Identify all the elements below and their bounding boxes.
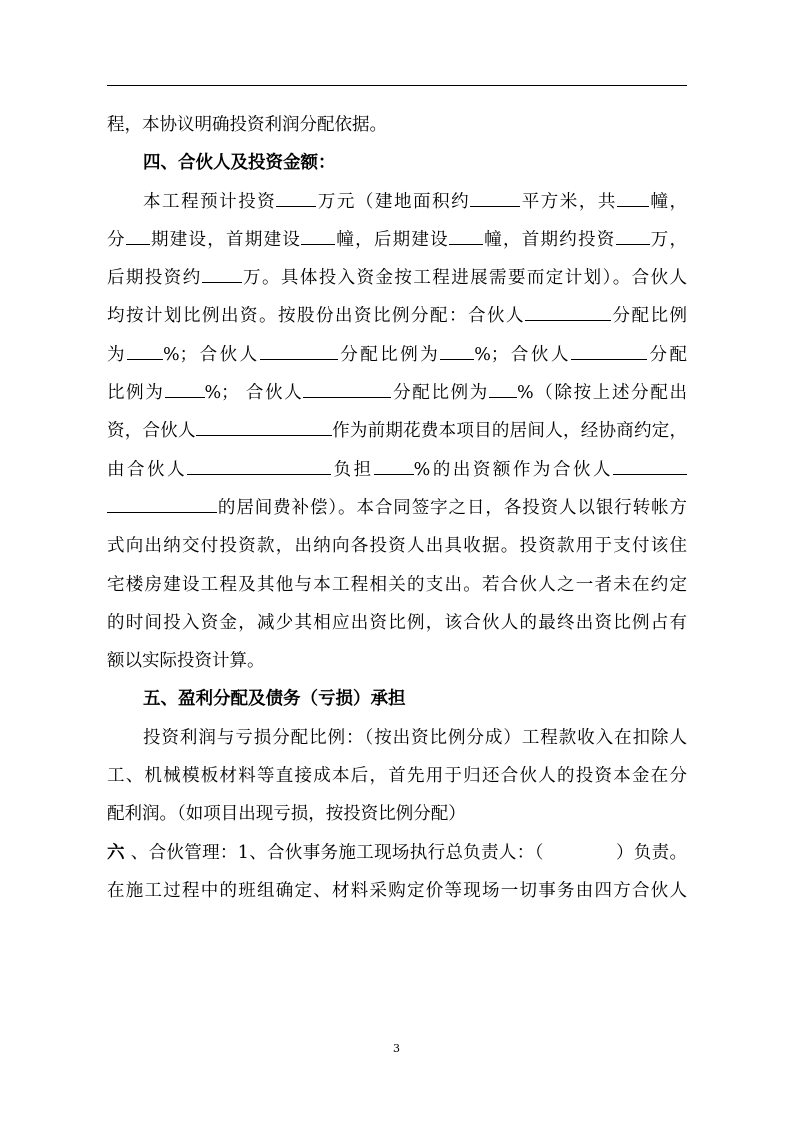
text-run: 的居间费补偿）。本合同签字之日，各投资人以银行转帐方	[217, 497, 687, 518]
body-line	[107, 221, 687, 259]
body-line	[107, 336, 687, 374]
text-run: 幢，首期约投资	[482, 229, 616, 250]
fill-blank	[571, 340, 647, 359]
body-line	[107, 451, 687, 489]
text-run: 万元（建地面积约	[316, 191, 471, 212]
fill-blank	[127, 340, 163, 359]
fill-blank	[617, 187, 649, 206]
body-line	[107, 834, 687, 872]
text-run: 宅楼房建设工程及其他与本工程相关的支出。若合伙人之一者未在约定	[107, 574, 687, 595]
fill-blank	[165, 379, 205, 398]
body-line	[107, 642, 687, 680]
text-run: 后期投资约	[107, 268, 202, 289]
fill-blank	[126, 226, 150, 245]
text-run: 比例为	[107, 383, 165, 404]
text-run: 在施工过程中的班组确定、材料采购定价等现场一切事务由四方合伙人	[107, 880, 687, 901]
fill-blank	[525, 302, 611, 321]
fill-blank	[202, 264, 242, 283]
fill-blank	[616, 226, 650, 245]
body-line	[107, 872, 687, 910]
text-run: 式向出纳交付投资款，出纳向各投资人出具收据。投资款用于支付该住	[107, 536, 687, 557]
text-run: 万。具体投入资金按工程进展需要而定计划）。合伙人	[241, 268, 687, 289]
text-run: 本工程预计投资	[143, 191, 277, 212]
text-run: 资，合伙人	[107, 421, 196, 442]
body-line	[107, 259, 687, 297]
body-line	[107, 297, 687, 335]
text-run: 分	[107, 229, 126, 250]
text-run: 幢，	[648, 191, 687, 212]
text-run: 分配比例为	[337, 344, 441, 365]
fill-blank	[449, 226, 483, 245]
text-run: 期建设，首期建设	[149, 229, 302, 250]
section-heading	[107, 680, 687, 718]
text-run: %； 合伙人	[204, 383, 304, 404]
fill-blank	[613, 455, 687, 474]
text-run: %；合伙人	[474, 344, 571, 365]
text-run: ）负责。	[615, 842, 687, 863]
text-run: 程，本协议明确投资利润分配依据。	[107, 115, 387, 135]
text-run: 、合伙管理：1、合伙事务施工现场执行总负责人：（	[124, 842, 544, 863]
body-line	[107, 183, 687, 221]
fill-blank	[276, 187, 316, 206]
body-line	[107, 489, 687, 527]
text-run: 投资利润与亏损分配比例：（按出资比例分成）工程款收入在扣除人	[143, 727, 687, 748]
fill-blank	[303, 379, 391, 398]
fill-blank	[196, 417, 332, 436]
fill-blank	[374, 455, 414, 474]
text-run: %的出资额作为合伙人	[413, 459, 614, 480]
body-line	[107, 412, 687, 450]
body-line	[107, 566, 687, 604]
document-body	[107, 106, 687, 910]
page-number: 3	[393, 1042, 400, 1055]
text-run: 均按计划比例出资。按股份出资比例分配：合伙人	[107, 306, 525, 327]
section-title: 五、盈利分配及债务（亏损）承担	[143, 689, 406, 710]
fill-blank	[301, 226, 335, 245]
fill-blank	[440, 340, 474, 359]
text-run: 分配	[646, 344, 687, 365]
text-run: 分配比例为	[391, 383, 489, 404]
body-line	[107, 604, 687, 642]
section-heading	[107, 144, 687, 182]
text-run: 分配比例	[611, 306, 687, 327]
section-title: 四、合伙人及投资金额：	[143, 153, 336, 174]
body-line	[107, 374, 687, 412]
fill-blank	[107, 494, 217, 513]
text-run: 幢，后期建设	[335, 229, 449, 250]
text-run: 万，	[649, 229, 687, 250]
text-run: 负担	[331, 459, 374, 480]
text-run: 的时间投入资金，减少其相应出资比例，该合伙人的最终出资比例占有	[107, 612, 687, 633]
body-line	[107, 757, 687, 795]
body-line	[107, 719, 687, 757]
fill-blank	[260, 340, 338, 359]
body-line	[107, 106, 687, 144]
fill-blank	[470, 187, 520, 206]
body-line	[107, 527, 687, 565]
text-run: 工、机械模板材料等直接成本后，首先用于归还合伙人的投资本金在分	[107, 766, 687, 787]
text-run: %（除按上述分配出	[516, 383, 687, 404]
section-number: 六	[107, 842, 125, 863]
text-run: 额以实际投资计算。	[107, 651, 265, 672]
body-line	[107, 795, 687, 833]
text-run: %；合伙人	[163, 344, 260, 365]
text-run: 作为前期花费本项目的居间人，经协商约定，	[331, 421, 687, 442]
header-rule	[107, 85, 687, 86]
fill-blank	[187, 455, 331, 474]
text-run: 由合伙人	[107, 459, 188, 480]
text-run: 平方米，共	[520, 191, 617, 212]
text-run: 配利润。（如项目出现亏损，按投资比例分配）	[107, 804, 466, 825]
fill-blank	[489, 379, 517, 398]
text-run: 为	[107, 344, 128, 365]
